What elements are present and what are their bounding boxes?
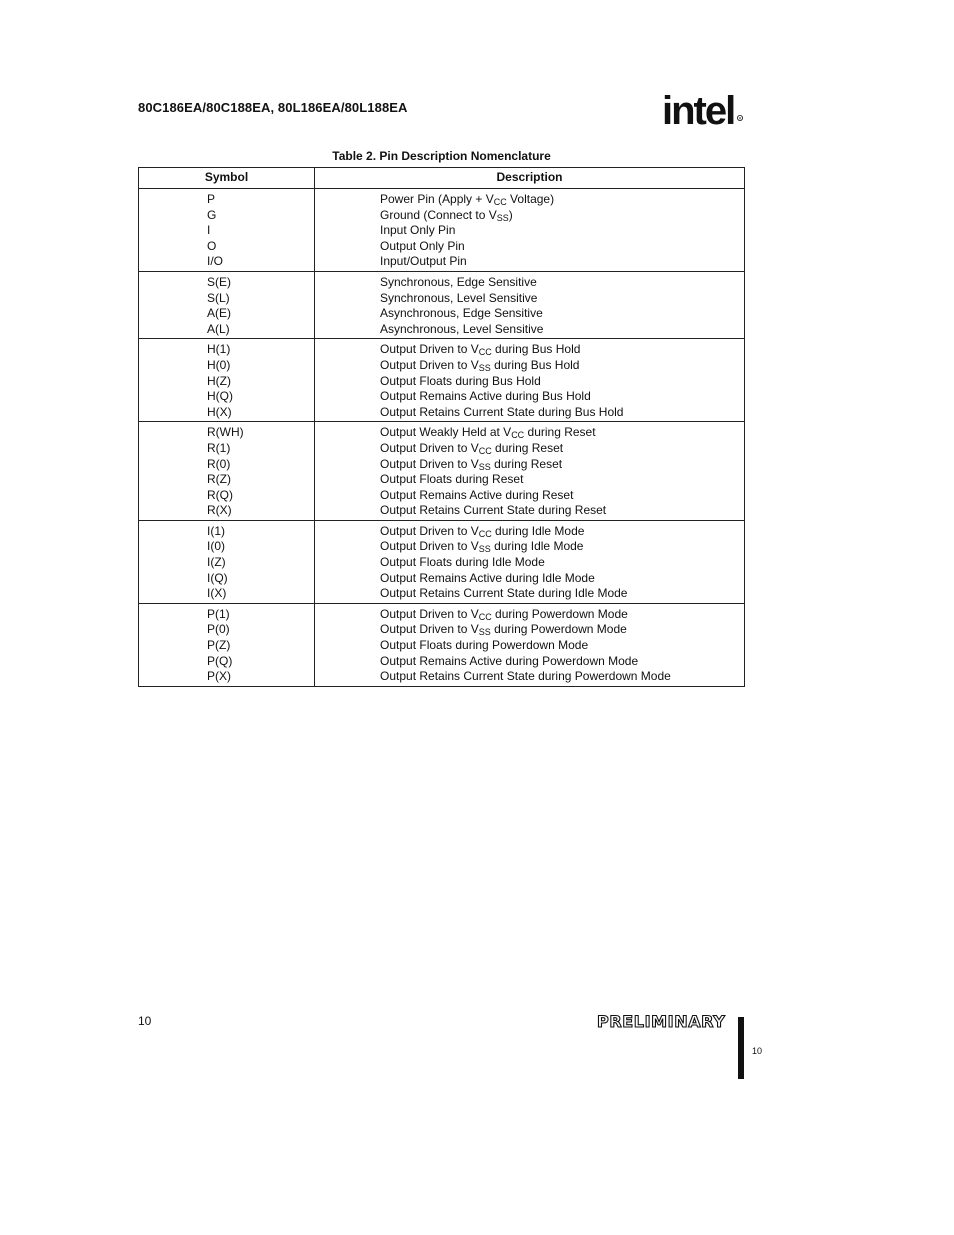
pin-description — [380, 239, 744, 255]
description-suffix: during Bus Hold — [491, 342, 581, 357]
table-group-row — [139, 189, 745, 272]
description-text: Asynchronous, Level Sensitive — [380, 321, 544, 336]
pin-description — [380, 342, 744, 358]
description-text: Input/Output Pin — [380, 254, 467, 269]
pin-description — [380, 571, 744, 587]
pin-symbol: H(Z) — [207, 373, 231, 388]
pin-symbol: H(X) — [207, 404, 232, 419]
pin-symbol: A(L) — [207, 321, 230, 336]
description-suffix: during Reset — [490, 456, 563, 471]
pin-symbol: A(E) — [207, 306, 231, 321]
table-caption: Table 2. Pin Description Nomenclature — [332, 149, 551, 163]
description-suffix: during Idle Mode — [490, 539, 584, 554]
description-text: Output Floats during Bus Hold — [380, 373, 541, 388]
description-text: Output Driven to V — [380, 539, 479, 554]
page-number: 10 — [138, 1014, 152, 1028]
description-text: Output Driven to V — [380, 523, 479, 538]
description-text: Output Retains Current State during Powerdown Mode — [380, 669, 671, 684]
pin-description — [380, 457, 744, 473]
pin-description — [380, 192, 744, 208]
pin-description — [380, 669, 744, 685]
pin-description — [380, 223, 744, 239]
symbol-cell — [139, 422, 315, 521]
voltage-subscript: CC — [511, 430, 525, 441]
pin-description — [380, 586, 744, 602]
description-text: Output Remains Active during Reset — [380, 487, 574, 502]
table-group-row — [139, 422, 745, 521]
description-suffix: during Bus Hold — [490, 357, 580, 372]
pin-symbol: R(X) — [207, 503, 232, 518]
description-suffix: during Powerdown Mode — [491, 606, 628, 621]
description-text: Output Retains Current State during Bus Hold — [380, 404, 624, 419]
voltage-subscript: CC — [493, 197, 507, 207]
voltage-subscript: CC — [478, 528, 492, 539]
description-text: Output Remains Active during Idle Mode — [380, 570, 595, 585]
pin-description — [380, 291, 744, 307]
pin-description — [380, 208, 744, 224]
description-cell — [315, 339, 745, 422]
pin-symbol: I(1) — [207, 523, 225, 538]
pin-symbol: P(Z) — [207, 638, 231, 653]
pin-description — [380, 503, 744, 519]
pin-description — [380, 524, 744, 540]
side-page-number: 10 — [752, 1046, 763, 1056]
table-body — [139, 189, 745, 687]
description-suffix: Voltage) — [506, 192, 555, 206]
description-text: Output Remains Active during Bus Hold — [380, 389, 591, 404]
symbol-cell — [139, 189, 315, 272]
document-title: 80C186EA/80C188EA, 80L186EA/80L188EA — [138, 100, 408, 115]
pin-description — [380, 472, 744, 488]
description-text: Output Weakly Held at V — [380, 425, 512, 440]
preliminary-label: PRELIMINARY — [597, 1012, 726, 1031]
voltage-subscript: SS — [478, 544, 491, 555]
pin-symbol: P(Q) — [207, 653, 233, 668]
description-text: Asynchronous, Edge Sensitive — [380, 306, 543, 321]
symbol-cell — [139, 520, 315, 603]
pin-nomenclature-table — [138, 167, 745, 687]
pin-description — [380, 638, 744, 654]
pin-description — [380, 607, 744, 623]
description-cell — [315, 189, 745, 272]
pin-description — [380, 254, 744, 270]
pin-symbol: I(X) — [207, 586, 227, 601]
description-text: Output Driven to V — [380, 606, 479, 621]
description-text: Synchronous, Level Sensitive — [380, 290, 538, 305]
pin-symbol: R(Z) — [207, 472, 231, 487]
pin-symbol: H(Q) — [207, 389, 233, 404]
pin-symbol: I(0) — [207, 539, 225, 554]
description-text: Output Floats during Idle Mode — [380, 555, 545, 570]
symbol-cell — [139, 339, 315, 422]
pin-symbol: I/O — [207, 254, 224, 269]
description-text: Output Driven to V — [380, 456, 479, 471]
table-group-row — [139, 339, 745, 422]
description-text: Output Driven to V — [380, 357, 479, 372]
pin-description — [380, 322, 744, 338]
symbol-cell — [139, 271, 315, 338]
pin-description — [380, 488, 744, 504]
table-group-row — [139, 271, 745, 338]
pin-symbol: H(0) — [207, 357, 231, 372]
symbol-column-header: Symbol — [139, 168, 315, 189]
pin-description — [380, 306, 744, 322]
pin-description — [380, 441, 744, 457]
pin-symbol: R(WH) — [207, 425, 244, 440]
pin-symbol: I(Z) — [207, 555, 226, 570]
table-group-row — [139, 520, 745, 603]
description-text: Output Retains Current State during Reset — [380, 503, 607, 518]
pin-symbol: P(X) — [207, 669, 231, 684]
description-text: Output Driven to V — [380, 622, 479, 637]
voltage-subscript: SS — [478, 461, 491, 472]
intel-logo — [660, 86, 750, 134]
pin-symbol: P — [207, 192, 216, 206]
description-text: Output Only Pin — [380, 238, 465, 253]
pin-symbol: H(1) — [207, 342, 231, 357]
voltage-subscript: SS — [478, 362, 491, 373]
pin-description — [380, 425, 744, 441]
table-header-row — [139, 168, 745, 189]
description-text: Output Floats during Powerdown Mode — [380, 638, 589, 653]
pin-description — [380, 622, 744, 638]
description-suffix: ) — [508, 207, 513, 222]
description-cell — [315, 520, 745, 603]
pin-description — [380, 539, 744, 555]
pin-description — [380, 374, 744, 390]
pin-description — [380, 275, 744, 291]
pin-description — [380, 405, 744, 421]
symbol-cell — [139, 603, 315, 686]
pin-symbol: P(0) — [207, 622, 230, 637]
pin-symbol: R(Q) — [207, 487, 233, 502]
pin-symbol: I — [207, 223, 211, 238]
pin-symbol: R(0) — [207, 456, 231, 471]
pin-description — [380, 555, 744, 571]
pin-symbol: I(Q) — [207, 570, 228, 585]
description-text: Output Driven to V — [380, 342, 479, 357]
description-text: Output Driven to V — [380, 440, 479, 455]
voltage-subscript: CC — [478, 445, 492, 456]
voltage-subscript: CC — [478, 347, 492, 358]
voltage-subscript: SS — [478, 627, 491, 638]
table-group-row — [139, 603, 745, 686]
description-suffix: during Reset — [491, 440, 564, 455]
pin-description — [380, 654, 744, 670]
description-text: Synchronous, Edge Sensitive — [380, 274, 537, 289]
description-text: Output Remains Active during Powerdown Mode — [380, 653, 639, 668]
pin-symbol: S(E) — [207, 274, 231, 289]
description-text: Output Retains Current State during Idle Mode — [380, 586, 628, 601]
description-suffix: during Reset — [524, 425, 596, 440]
pin-description — [380, 358, 744, 374]
pin-symbol: P(1) — [207, 606, 230, 621]
description-suffix: during Idle Mode — [491, 523, 585, 538]
description-text: Power Pin (Apply + V — [380, 192, 494, 206]
voltage-subscript: SS — [496, 212, 509, 223]
description-column-header: Description — [315, 168, 745, 189]
intel-logo-text: intel — [662, 89, 735, 133]
pin-description — [380, 389, 744, 405]
description-text: Output Floats during Reset — [380, 472, 524, 487]
description-suffix: during Powerdown Mode — [490, 622, 627, 637]
svg-text:R: R — [738, 115, 742, 121]
pin-symbol: R(1) — [207, 440, 231, 455]
pin-symbol: S(L) — [207, 290, 230, 305]
description-cell — [315, 603, 745, 686]
description-text: Ground (Connect to V — [380, 207, 497, 222]
description-cell — [315, 271, 745, 338]
description-text: Input Only Pin — [380, 223, 456, 238]
margin-bar — [738, 1017, 744, 1079]
pin-symbol: O — [207, 238, 217, 253]
description-cell — [315, 422, 745, 521]
voltage-subscript: CC — [478, 611, 492, 622]
pin-symbol: G — [207, 207, 217, 222]
